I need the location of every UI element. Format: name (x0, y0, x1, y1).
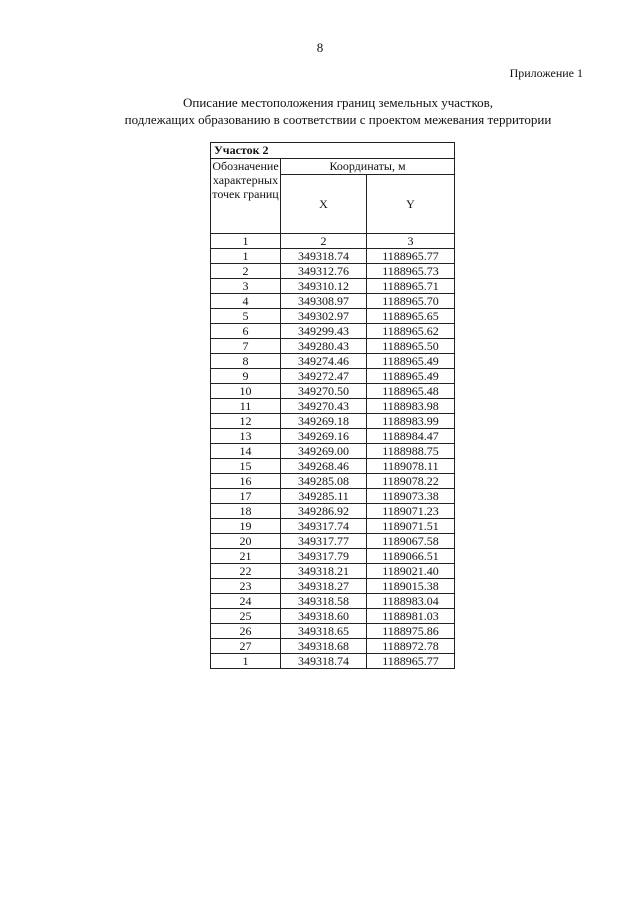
x-coordinate-cell: 349286.92 (281, 504, 367, 519)
x-coordinate-cell: 349272.47 (281, 369, 367, 384)
point-cell: 18 (211, 504, 281, 519)
point-cell: 19 (211, 519, 281, 534)
x-coordinate-cell: 349299.43 (281, 324, 367, 339)
x-coordinate-cell: 349318.58 (281, 594, 367, 609)
table-row (211, 339, 455, 354)
title-line-1: Описание местоположения границ земельных участков, (183, 95, 493, 110)
table-row (211, 549, 455, 564)
point-cell: 8 (211, 354, 281, 369)
point-cell: 13 (211, 429, 281, 444)
table-row (211, 534, 455, 549)
appendix-label: Приложение 1 (509, 66, 583, 80)
x-coordinate-cell: 349308.97 (281, 294, 367, 309)
section-label: Участок 2 (211, 143, 455, 159)
y-coordinate-cell: 1188965.49 (367, 369, 455, 384)
title-line-2: подлежащих образованию в соответствии с проектом межевания территории (124, 112, 552, 127)
y-coordinate-cell: 1188965.49 (367, 354, 455, 369)
header-row (211, 159, 455, 175)
point-cell: 1 (211, 654, 281, 669)
x-coordinate-cell: 349310.12 (281, 279, 367, 294)
point-cell: 26 (211, 624, 281, 639)
table-row (211, 294, 455, 309)
y-coordinate-cell: 1189078.11 (367, 459, 455, 474)
y-coordinate-cell: 1188983.99 (367, 414, 455, 429)
table-row (211, 504, 455, 519)
y-coordinate-cell: 1189071.51 (367, 519, 455, 534)
x-coordinate-cell: 349318.60 (281, 609, 367, 624)
table-row (211, 519, 455, 534)
point-cell: 4 (211, 294, 281, 309)
y-coordinate-cell: 1188965.77 (367, 249, 455, 264)
point-cell: 27 (211, 639, 281, 654)
y-coordinate-cell: 1189067.58 (367, 534, 455, 549)
y-coordinate-cell: 1189066.51 (367, 549, 455, 564)
table-row (211, 564, 455, 579)
table-row (211, 624, 455, 639)
y-coordinate-cell: 1188965.65 (367, 309, 455, 324)
x-coordinate-cell: 349302.97 (281, 309, 367, 324)
point-cell: 21 (211, 549, 281, 564)
x-coordinate-cell: 349318.68 (281, 639, 367, 654)
point-cell: 20 (211, 534, 281, 549)
table-row (211, 609, 455, 624)
table-row (211, 354, 455, 369)
column-number-1: 1 (211, 234, 281, 249)
x-coordinate-cell: 349317.77 (281, 534, 367, 549)
x-coordinate-cell: 349285.11 (281, 489, 367, 504)
point-cell: 2 (211, 264, 281, 279)
table-row (211, 264, 455, 279)
table-row (211, 444, 455, 459)
y-column-header: Y (367, 175, 455, 234)
table-row (211, 279, 455, 294)
x-coordinate-cell: 349269.16 (281, 429, 367, 444)
coordinates-table (210, 142, 455, 669)
point-cell: 17 (211, 489, 281, 504)
y-coordinate-cell: 1188983.98 (367, 399, 455, 414)
point-cell: 14 (211, 444, 281, 459)
point-cell: 3 (211, 279, 281, 294)
y-coordinate-cell: 1188988.75 (367, 444, 455, 459)
y-coordinate-cell: 1188981.03 (367, 609, 455, 624)
x-coordinate-cell: 349318.21 (281, 564, 367, 579)
x-coordinate-cell: 349312.76 (281, 264, 367, 279)
x-coordinate-cell: 349280.43 (281, 339, 367, 354)
point-cell: 16 (211, 474, 281, 489)
y-coordinate-cell: 1188965.50 (367, 339, 455, 354)
table-row (211, 579, 455, 594)
table-row (211, 429, 455, 444)
column-number-2: 2 (281, 234, 367, 249)
y-coordinate-cell: 1188965.77 (367, 654, 455, 669)
point-cell: 9 (211, 369, 281, 384)
x-coordinate-cell: 349318.74 (281, 249, 367, 264)
x-coordinate-cell: 349318.27 (281, 579, 367, 594)
point-cell: 7 (211, 339, 281, 354)
point-cell: 24 (211, 594, 281, 609)
table-row (211, 324, 455, 339)
table-row (211, 594, 455, 609)
table-row (211, 639, 455, 654)
column-number-row (211, 234, 455, 249)
section-row (211, 143, 455, 159)
point-cell: 5 (211, 309, 281, 324)
x-coordinate-cell: 349270.43 (281, 399, 367, 414)
table-row (211, 459, 455, 474)
table-row (211, 414, 455, 429)
x-coordinate-cell: 349317.79 (281, 549, 367, 564)
table-row (211, 369, 455, 384)
column-number-3: 3 (367, 234, 455, 249)
point-cell: 1 (211, 249, 281, 264)
document-title (0, 94, 640, 128)
point-cell: 15 (211, 459, 281, 474)
y-coordinate-cell: 1188965.73 (367, 264, 455, 279)
x-coordinate-cell: 349318.74 (281, 654, 367, 669)
table-row (211, 399, 455, 414)
y-coordinate-cell: 1189071.23 (367, 504, 455, 519)
table-row (211, 654, 455, 669)
y-coordinate-cell: 1188983.04 (367, 594, 455, 609)
table-row (211, 309, 455, 324)
y-coordinate-cell: 1188984.47 (367, 429, 455, 444)
x-coordinate-cell: 349268.46 (281, 459, 367, 474)
x-coordinate-cell: 349269.18 (281, 414, 367, 429)
point-cell: 11 (211, 399, 281, 414)
point-cell: 10 (211, 384, 281, 399)
x-coordinate-cell: 349318.65 (281, 624, 367, 639)
x-coordinate-cell: 349274.46 (281, 354, 367, 369)
point-cell: 12 (211, 414, 281, 429)
y-coordinate-cell: 1189078.22 (367, 474, 455, 489)
y-coordinate-cell: 1188975.86 (367, 624, 455, 639)
point-cell: 6 (211, 324, 281, 339)
table-row (211, 489, 455, 504)
y-coordinate-cell: 1189015.38 (367, 579, 455, 594)
y-coordinate-cell: 1189073.38 (367, 489, 455, 504)
point-column-header: Обозначение характерных точек границ (211, 159, 281, 234)
y-coordinate-cell: 1188972.78 (367, 639, 455, 654)
point-cell: 22 (211, 564, 281, 579)
y-coordinate-cell: 1188965.71 (367, 279, 455, 294)
table-row (211, 474, 455, 489)
x-coordinate-cell: 349269.00 (281, 444, 367, 459)
point-cell: 23 (211, 579, 281, 594)
table-row (211, 384, 455, 399)
y-coordinate-cell: 1188965.70 (367, 294, 455, 309)
table-row (211, 249, 455, 264)
y-coordinate-cell: 1189021.40 (367, 564, 455, 579)
x-coordinate-cell: 349285.08 (281, 474, 367, 489)
x-coordinate-cell: 349317.74 (281, 519, 367, 534)
x-coordinate-cell: 349270.50 (281, 384, 367, 399)
x-column-header: X (281, 175, 367, 234)
page-number: 8 (316, 40, 324, 55)
y-coordinate-cell: 1188965.48 (367, 384, 455, 399)
point-cell: 25 (211, 609, 281, 624)
coordinates-header: Координаты, м (281, 159, 455, 175)
y-coordinate-cell: 1188965.62 (367, 324, 455, 339)
